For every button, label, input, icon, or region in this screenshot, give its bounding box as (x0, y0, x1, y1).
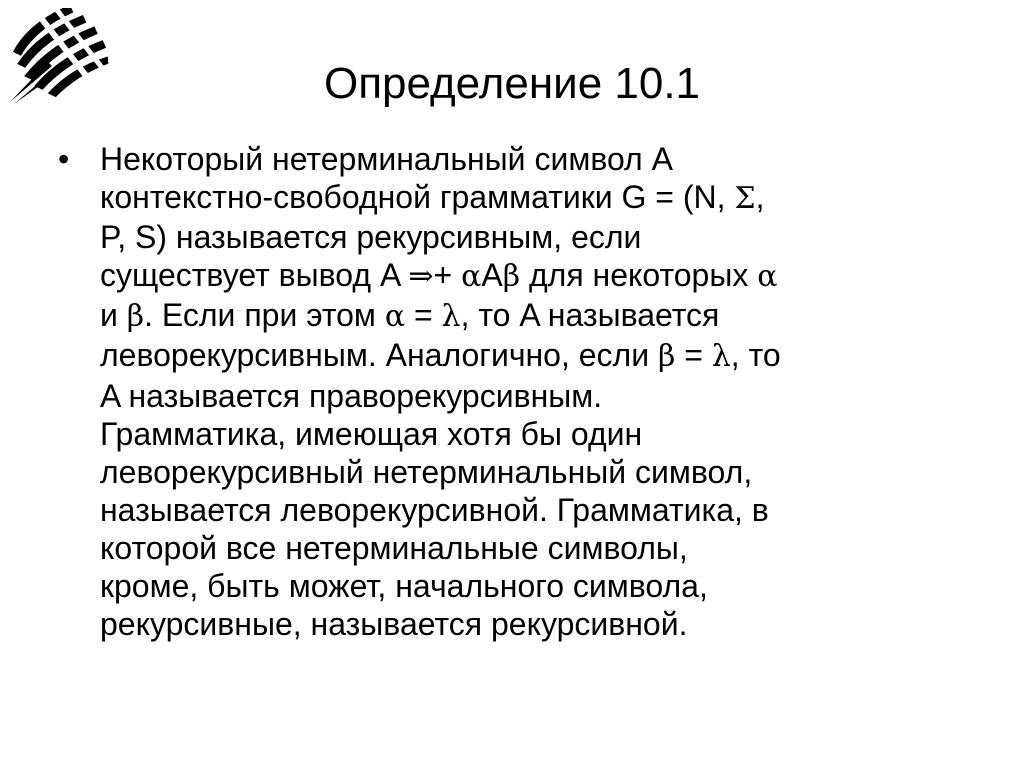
text-segment: кроме, быть может, начального символа, (100, 568, 708, 605)
text-segment: A (481, 257, 503, 294)
math-symbol: λ (441, 299, 461, 335)
math-symbol: α (461, 259, 482, 295)
text-segment: . Если при этом (144, 297, 385, 334)
text-line (100, 140, 1000, 178)
bullet-icon: • (58, 141, 70, 177)
text-line (100, 296, 1000, 336)
text-segment: A называется праворекурсивным. (100, 377, 603, 414)
definition-text (100, 140, 1000, 643)
math-symbol: β (657, 339, 676, 375)
math-symbol: Σ (734, 181, 756, 217)
text-segment: = (405, 297, 442, 334)
text-segment: контекстно-свободной грамматики G = (N, (100, 179, 735, 216)
text-segment: = (675, 337, 712, 374)
text-line (100, 529, 1000, 567)
math-symbol: ⇒ (408, 259, 434, 295)
text-segment: леворекурсивным. Аналогично, если (100, 337, 658, 374)
math-symbol: α (384, 299, 406, 335)
math-symbol: β (502, 259, 521, 295)
text-segment: называется леворекурсивной. Грамматика, в (100, 491, 769, 528)
slide-title: Определение 10.1 (323, 59, 701, 108)
text-segment: которой все нетерминальные символы, (100, 529, 688, 566)
text-segment: и (100, 297, 127, 334)
text-line (100, 453, 1000, 491)
text-line (100, 567, 1000, 605)
text-segment: , то A называется (460, 297, 720, 334)
text-line (100, 178, 1000, 218)
text-segment: Некоторый нетерминальный символ A (100, 141, 673, 177)
text-segment: , то (730, 337, 781, 374)
math-symbol: λ (711, 339, 731, 375)
text-segment: леворекурсивный нетерминальный символ, (100, 453, 753, 490)
text-line (100, 218, 1000, 256)
math-symbol: α (757, 259, 778, 295)
text-line (100, 377, 1000, 415)
text-segment: + (433, 257, 462, 294)
text-segment: Грамматика, имеющая хотя бы один (100, 415, 643, 452)
text-line (100, 605, 1000, 643)
math-symbol: β (126, 299, 145, 335)
text-segment: для некоторых (520, 257, 758, 294)
text-segment: рекурсивные, называется рекурсивной. (100, 606, 688, 643)
text-segment: , (755, 179, 765, 216)
text-line (100, 256, 1000, 296)
text-segment: существует вывод A (100, 257, 409, 294)
text-line (100, 336, 1000, 376)
text-line (100, 491, 1000, 529)
text-segment: P, S) называется рекурсивным, если (100, 219, 642, 256)
text-line (100, 415, 1000, 453)
